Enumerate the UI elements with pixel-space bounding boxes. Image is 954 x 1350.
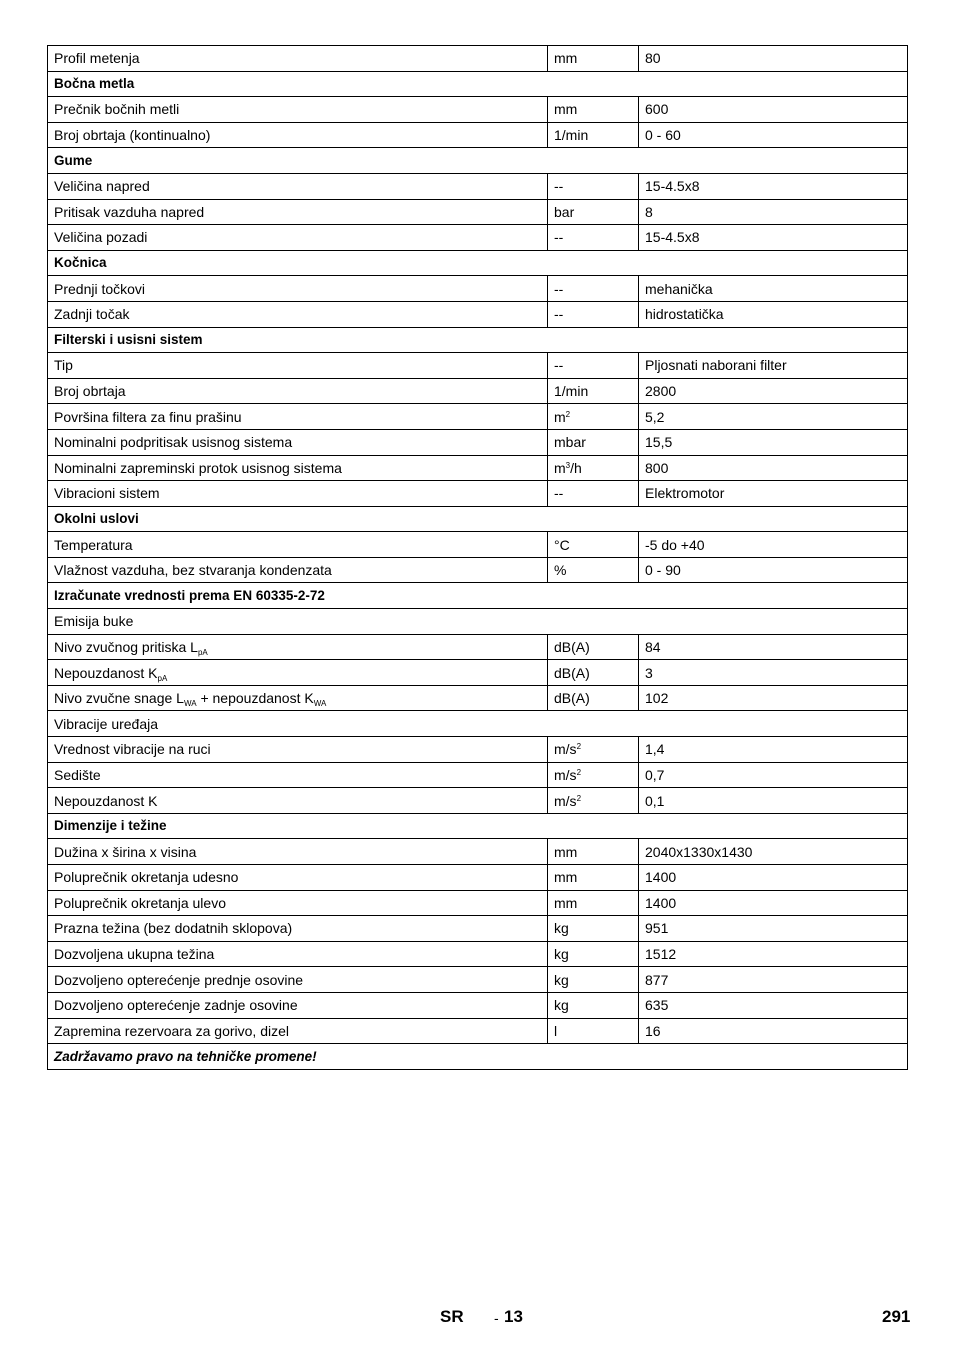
subheading-row [48,609,908,635]
table-row [48,839,908,865]
spec-label-text: Broj obrtaja [54,383,126,400]
section-title: Okolni uslovi [48,506,908,532]
technical-data-table [47,45,908,1070]
subheading-row [48,711,908,737]
spec-label-subscript: pA [197,647,208,657]
spec-value: -5 do +40 [639,532,908,558]
table-row [48,225,908,251]
spec-label [48,634,548,660]
table-row [48,992,908,1018]
table-row [48,46,908,72]
spec-unit-text: kg [554,997,569,1014]
spec-unit-text: 1/min [554,127,589,144]
spec-value: 102 [639,685,908,711]
spec-label-text: Površina filtera za finu prašinu [54,408,242,425]
spec-label-text: Dozvoljeno opterećenje zadnje osovine [54,997,298,1014]
spec-label-text: Vlažnost vazduha, bez stvaranja kondenzata [54,562,332,579]
spec-label [48,992,548,1018]
spec-value: 0 - 60 [639,122,908,148]
spec-label-text: Tip [54,357,73,374]
spec-label-subscript: WA [313,699,327,709]
spec-label-text: Broj obrtaja (kontinualno) [54,127,211,144]
spec-unit-text: kg [554,920,569,937]
spec-label-text: Pritisak vazduha napred [54,203,205,220]
spec-unit-text: kg [554,971,569,988]
spec-unit [548,839,639,865]
spec-label [48,97,548,123]
spec-label [48,173,548,199]
section-header-row [48,250,908,276]
spec-value: 635 [639,992,908,1018]
spec-label [48,762,548,788]
spec-label-text: Nominalni zapreminski protok usisnog sistema [54,459,342,476]
subheading-title: Emisija buke [48,609,908,635]
spec-unit-text: -- [554,306,564,323]
table-row [48,122,908,148]
spec-unit [548,353,639,379]
spec-label [48,557,548,583]
spec-label [48,685,548,711]
spec-label-text: Dozvoljeno opterećenje prednje osovine [54,971,304,988]
spec-unit-superscript: 3 [565,460,571,470]
spec-unit [548,173,639,199]
spec-unit-text: dB(A) [554,664,590,681]
spec-label-text: Nepouzdanost K [54,792,158,809]
spec-unit-text: m/s [554,766,577,783]
spec-unit [548,685,639,711]
spec-unit-text: dB(A) [554,690,590,707]
table-row [48,788,908,814]
spec-unit-text: m/s [554,792,577,809]
spec-unit [548,916,639,942]
spec-unit-text: mm [554,894,578,911]
table-row [48,404,908,430]
spec-label [48,941,548,967]
spec-label [48,839,548,865]
spec-label-text: Dozvoljena ukupna težina [54,946,215,963]
spec-label [48,46,548,72]
spec-label [48,737,548,763]
spec-unit-text: m/s [554,741,577,758]
spec-label [48,225,548,251]
spec-label [48,967,548,993]
spec-value: 951 [639,916,908,942]
spec-unit [548,1018,639,1044]
spec-unit-text: mbar [554,434,586,451]
spec-label-text: Prečnik bočnih metli [54,101,180,118]
spec-unit [548,122,639,148]
section-title: Gume [48,148,908,174]
spec-unit [548,455,639,481]
spec-label-text: Veličina napred [54,178,150,195]
spec-label-text: Vibracioni sistem [54,485,160,502]
spec-unit-text: dB(A) [554,638,590,655]
spec-unit [548,634,639,660]
section-header-row [48,148,908,174]
spec-label [48,378,548,404]
spec-label [48,532,548,558]
spec-label [48,660,548,686]
spec-label-subscript: WA [183,699,197,709]
spec-unit-text: kg [554,946,569,963]
spec-label-text: Dužina x širina x visina [54,843,197,860]
spec-unit [548,660,639,686]
spec-value: 0,7 [639,762,908,788]
spec-label [48,353,548,379]
spec-label [48,276,548,302]
footer-language: SR [440,1307,464,1326]
spec-unit-text: -- [554,357,564,374]
footnote-row [48,1044,908,1070]
spec-label-text: Temperatura [54,536,133,553]
spec-unit-text: -- [554,178,564,195]
spec-value: 15-4.5x8 [639,173,908,199]
spec-value: Elektromotor [639,481,908,507]
spec-value: mehanička [639,276,908,302]
spec-value: 80 [639,46,908,72]
spec-label [48,199,548,225]
spec-unit-superscript: 2 [565,409,571,419]
spec-value: 15-4.5x8 [639,225,908,251]
spec-unit [548,865,639,891]
table-row [48,532,908,558]
spec-label-text-cont: + nepouzdanost K [196,690,314,707]
spec-label-text: Nominalni podpritisak usisnog sistema [54,434,293,451]
table-row [48,173,908,199]
spec-unit [548,557,639,583]
spec-label-subscript: pA [157,673,168,683]
subheading-title: Vibracije uređaja [48,711,908,737]
spec-value: 1400 [639,890,908,916]
spec-unit [548,404,639,430]
spec-unit [548,46,639,72]
spec-unit-tail: /h [570,459,582,476]
spec-unit [548,225,639,251]
footer-dash: - [494,1310,499,1326]
spec-unit-text: °C [554,536,570,553]
table-row [48,378,908,404]
spec-unit-superscript: 2 [576,767,582,777]
spec-unit-superscript: 2 [576,742,582,752]
footer-page-number: 291 [882,1307,911,1326]
spec-value: 2800 [639,378,908,404]
table-row [48,557,908,583]
spec-label-text: Veličina pozadi [54,229,148,246]
spec-value: 600 [639,97,908,123]
spec-label-text: Nepouzdanost K [54,664,158,681]
spec-value: 1400 [639,865,908,891]
spec-value: 3 [639,660,908,686]
spec-unit [548,992,639,1018]
spec-value: 2040x1330x1430 [639,839,908,865]
spec-value: 800 [639,455,908,481]
spec-unit [548,199,639,225]
spec-unit-text: -- [554,485,564,502]
spec-unit-text: m [554,459,566,476]
spec-label-text: Vrednost vibracije na ruci [54,741,211,758]
table-row [48,276,908,302]
spec-label [48,890,548,916]
table-row [48,685,908,711]
spec-unit-text: mm [554,869,578,886]
spec-value: 0,1 [639,788,908,814]
section-title: Bočna metla [48,71,908,97]
spec-unit [548,941,639,967]
spec-label [48,916,548,942]
spec-unit-text: 1/min [554,383,589,400]
table-row [48,737,908,763]
spec-value: Pljosnati naborani filter [639,353,908,379]
spec-unit-text: mm [554,50,578,67]
section-header-row [48,71,908,97]
spec-label [48,788,548,814]
spec-value: 15,5 [639,429,908,455]
spec-unit [548,890,639,916]
spec-unit [548,301,639,327]
spec-label [48,455,548,481]
spec-unit-text: mm [554,101,578,118]
footer-section-page: 13 [504,1307,523,1326]
table-row [48,301,908,327]
spec-label-text: Nivo zvučnog pritiska L [54,638,198,655]
table-row [48,762,908,788]
section-title: Izračunate vrednosti prema EN 60335-2-72 [48,583,908,609]
spec-label-text: Poluprečnik okretanja udesno [54,869,239,886]
spec-value: 84 [639,634,908,660]
section-header-row [48,506,908,532]
spec-label [48,865,548,891]
spec-unit [548,762,639,788]
section-header-row [48,583,908,609]
spec-unit [548,481,639,507]
spec-unit [548,378,639,404]
spec-unit-text: l [554,1022,558,1039]
spec-label-text: Prednji točkovi [54,280,146,297]
spec-unit [548,276,639,302]
spec-value: 1512 [639,941,908,967]
section-title: Dimenzije i težine [48,813,908,839]
table-row [48,199,908,225]
spec-unit [548,737,639,763]
table-row [48,455,908,481]
spec-unit [548,788,639,814]
spec-unit [548,429,639,455]
spec-value: 1,4 [639,737,908,763]
section-header-row [48,813,908,839]
spec-value: 877 [639,967,908,993]
spec-unit-text: bar [554,203,575,220]
spec-label [48,122,548,148]
footnote-text: Zadržavamo pravo na tehničke promene! [48,1044,908,1070]
spec-unit [548,532,639,558]
spec-unit-text: -- [554,280,564,297]
spec-value: 16 [639,1018,908,1044]
section-header-row [48,327,908,353]
spec-label-text: Prazna težina (bez dodatnih sklopova) [54,920,293,937]
spec-label [48,301,548,327]
spec-label-text: Zadnji točak [54,306,130,323]
spec-unit-text: mm [554,843,578,860]
table-row [48,481,908,507]
spec-value: hidrostatička [639,301,908,327]
table-row [48,660,908,686]
spec-label-text: Sedište [54,766,101,783]
spec-value: 0 - 90 [639,557,908,583]
spec-label-text: Poluprečnik okretanja ulevo [54,894,226,911]
spec-label-text: Nivo zvučne snage L [54,690,184,707]
spec-label-text: Profil metenja [54,50,140,67]
table-row [48,1018,908,1044]
table-row [48,634,908,660]
spec-unit [548,967,639,993]
spec-label [48,429,548,455]
table-row [48,890,908,916]
spec-unit [548,97,639,123]
table-row [48,353,908,379]
table-row [48,97,908,123]
spec-label-text: Zapremina rezervoara za gorivo, dizel [54,1022,289,1039]
spec-unit-text: -- [554,229,564,246]
section-title: Kočnica [48,250,908,276]
spec-label [48,481,548,507]
spec-value: 8 [639,199,908,225]
spec-unit-text: m [554,408,566,425]
table-row [48,865,908,891]
table-row [48,916,908,942]
spec-value: 5,2 [639,404,908,430]
table-row [48,941,908,967]
spec-label [48,404,548,430]
table-row [48,429,908,455]
spec-unit-superscript: 2 [576,793,582,803]
table-row [48,967,908,993]
spec-label [48,1018,548,1044]
section-title: Filterski i usisni sistem [48,327,908,353]
spec-unit-text: % [554,562,567,579]
